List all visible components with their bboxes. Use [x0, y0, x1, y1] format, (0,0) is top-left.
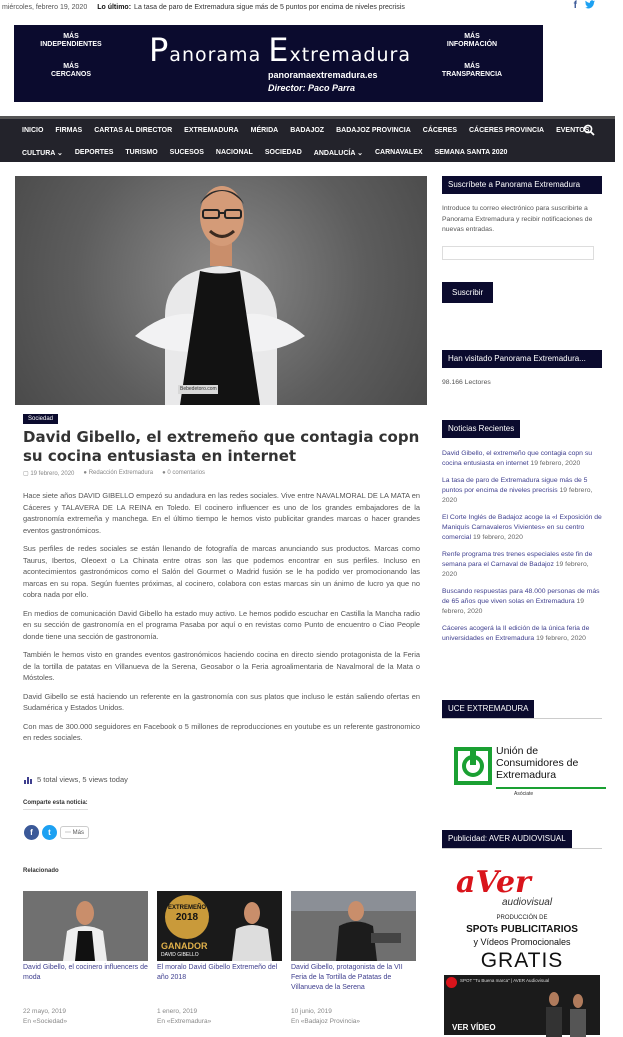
award-seal: EXTREMEÑO 2018 [165, 895, 209, 939]
recent-news-item[interactable]: El Corte Inglés de Badajoz acoge la «I Exposición de Maniquís Carnavaleros Vivientes» en su centro comercial 19 febrero, 2020 [442, 514, 602, 541]
nav-item[interactable]: EXTREMADURA [184, 127, 239, 134]
nav-item[interactable]: CARTAS AL DIRECTOR [94, 127, 173, 134]
bar-chart-icon [24, 776, 34, 784]
post-comments[interactable]: ● 0 comentarios [162, 470, 206, 476]
recent-news-title: Noticias Recientes [442, 420, 520, 438]
ad-video-player[interactable]: SPOT "Tu Buena marca" | AVER Audiovisual VER VÍDEO [444, 975, 600, 1035]
share-heading: Comparte esta noticia: [23, 800, 88, 810]
uce-logo-icon [454, 747, 492, 785]
article-body [23, 490, 420, 751]
uce-join-link[interactable]: Asóciate [514, 791, 534, 797]
nav-item[interactable]: TURISMO [125, 149, 158, 156]
subscribe-widget [442, 176, 602, 303]
nav-item[interactable]: CÁCERES PROVINCIA [469, 127, 545, 134]
visitors-widget-title: Han visitado Panorama Extremadura... [442, 350, 602, 368]
social-links [574, 0, 595, 12]
nav-item[interactable]: SEMANA SANTA 2020 [434, 149, 508, 156]
visitors-widget [442, 350, 602, 389]
nav-item[interactable]: CÁCERES [422, 127, 457, 134]
nav-item[interactable]: DEPORTES [74, 149, 114, 156]
aver-ad-banner[interactable]: aVer audiovisual PRODUCCIÓN DE SPOTs PUBLICITARIOS y Vídeos Promocionales GRATIS SPOT "Tu Buena marca" | AVER Audiovisual VER VÍDEO [442, 867, 602, 1033]
top-bar [0, 0, 623, 14]
nav-row-secondary [22, 149, 507, 157]
recent-news-item[interactable]: Cáceres acogerá la II edición de la única feria de universidades en Extremadura 19 febrero, 2020 [442, 625, 590, 642]
uce-name: Unión de Consumidores de Extremadura [496, 745, 579, 781]
banner-slogan-cercanos: MÁS CERCANOS [50, 63, 92, 78]
main-navigation [0, 116, 615, 162]
article-featured-image[interactable] [15, 176, 427, 405]
more-share-button[interactable]: ⋯ Más [60, 826, 89, 839]
breaking-news-label: Lo último: [97, 3, 132, 11]
article-paragraph: Hace siete años DAVID GIBELLO empezó su andadura en las redes sociales. Vive entre NAVALMORAL DE LA MATA en Cáceres y TALAVERA DE LA REINA en Toledo. El cocinero influencer es uno de los grandes embajadores de la gastronomía extremeña y manchega. En el último tiempo le hemos visto publicitar grandes marcas o hacer grandes eventos gastronómicos. [23, 491, 420, 535]
apron-label: Bebedetoro.com [180, 386, 217, 392]
twitter-share-icon[interactable]: t [42, 825, 57, 840]
uce-banner[interactable] [442, 747, 602, 817]
nav-item[interactable]: MÉRIDA [250, 127, 279, 134]
article-paragraph: David Gibello se está haciendo un referente en la gastronomía con sus platos que incluso le están saliendo ofertas en Sudamérica y Estados Unidos. [23, 691, 420, 712]
nav-item[interactable]: INICIO [22, 127, 44, 134]
share-buttons [24, 825, 89, 840]
related-thumb-1[interactable] [23, 891, 148, 961]
related-post-2[interactable]: EXTREMEÑO 2018 GANADOR DAVID GIBELLO El moralo David Gibello Extremeño del año 2018 1 enero, 2019 En «Extremadura» [157, 891, 282, 1027]
subscribe-button[interactable]: Suscribir [442, 282, 493, 303]
email-field[interactable] [442, 246, 594, 260]
related-heading: Relacionado [23, 868, 59, 874]
recent-news-item[interactable]: La tasa de paro de Extremadura sigue más de 5 puntos por encima de niveles precrisis 19 febrero, 2020 [442, 477, 593, 504]
facebook-icon[interactable]: f [573, 0, 577, 11]
nav-row-primary [22, 127, 589, 134]
nav-item[interactable]: CULTURA ⌄ [22, 150, 63, 157]
related-thumb-2[interactable]: EXTREMEÑO 2018 GANADOR DAVID GIBELLO [157, 891, 282, 961]
recent-news-item[interactable]: Buscando respuestas para 48.000 personas de más de 65 años que viven solas en Extremadura 19 febrero, 2020 [442, 588, 600, 615]
nav-item[interactable]: SUCESOS [169, 149, 204, 156]
ad-widget-title: Publicidad: AVER AUDIOVISUAL [442, 830, 572, 848]
nav-item[interactable]: FIRMAS [55, 127, 83, 134]
twitter-icon[interactable] [585, 0, 595, 12]
aver-logo: aVer [456, 865, 531, 900]
related-posts [23, 891, 416, 1027]
nav-item[interactable]: SOCIEDAD [264, 149, 302, 156]
subscribe-description: Introduce tu correo electrónico para suscribirte a Panorama Extremadura y recibir notificaciones de nuevas entradas. [442, 205, 593, 233]
nav-item[interactable]: BADAJOZ PROVINCIA [336, 127, 411, 134]
nav-item[interactable]: ANDALUCÍA ⌄ [313, 150, 363, 157]
article-paragraph: En medios de comunicación David Gibello ha estado muy activo. Le hemos podido escuchar en Castilla la Mancha radio en su sección de gastronomía en el programa Pasaba por aquí o en revistas como Punto de encuentro o Ciao People donde tiene una sección de gastronomía. [23, 608, 420, 641]
site-logo-title: Panorama Extremadura [149, 31, 411, 69]
recent-news-item[interactable]: Renfe programa tres trenes especiales este fin de semana para el Carnaval de Badajoz 19 febrero, 2020 [442, 551, 593, 578]
nav-item[interactable]: CARNAVALEX [374, 149, 423, 156]
view-counter: 5 total views, 5 views today [24, 775, 128, 784]
category-badge[interactable]: Sociedad [23, 414, 58, 424]
search-icon[interactable] [583, 124, 595, 136]
subscribe-widget-title: Suscríbete a Panorama Extremadura [442, 176, 602, 194]
related-post-1[interactable]: David Gibello, el cocinero influencers de moda 22 mayo, 2019 En «Sociedad» [23, 891, 148, 1027]
uce-widget [442, 700, 602, 817]
site-director: Director: Paco Parra [268, 83, 356, 93]
related-thumb-3[interactable] [291, 891, 416, 961]
share-icon: ⋯ [65, 830, 73, 836]
article-paragraph: Sus perfiles de redes sociales se están llenando de fotografía de marcas anunciando sus productos. Marcas como Taurus, Ibertos, Oleoext o La Chinata entre otras son las que podemos encontrar en sus perfiles. Incluso en acontecimientos gastronómicos como el Salón del Gourmet o Madrid fusión se le ha podido ver promocionando las marcas en su ropa. Según fuentes próximas, al cocinero, colabora con estas marcas sin un ánimo de lucro ya que no cobra nada por ello. [23, 544, 420, 599]
post-author[interactable]: ● Redacción Extremadura [83, 470, 154, 476]
nav-item[interactable]: EVENTOS [556, 127, 590, 134]
facebook-share-icon[interactable]: f [24, 825, 39, 840]
post-date[interactable]: ▢ 19 febrero, 2020 [23, 471, 75, 477]
article-meta [23, 470, 205, 477]
related-post-3[interactable]: David Gibello, protagonista de la VII Feria de la Tortilla de Patatas de Villanueva de la Serena 10 junio, 2019 En «Badajoz Provincia» [291, 891, 416, 1027]
nav-item[interactable]: NACIONAL [215, 149, 253, 156]
site-banner[interactable] [14, 25, 543, 102]
recent-news-widget [442, 420, 602, 651]
channel-avatar [446, 977, 457, 988]
article-title: David Gibello, el extremeño que contagia copn su cocina entusiasta en internet [23, 428, 420, 465]
uce-widget-title: UCE EXTREMADURA [442, 700, 534, 718]
banner-slogan-informacion: MÁS INFORMACIÓN [446, 33, 498, 48]
current-date: miércoles, febrero 19, 2020 [2, 3, 88, 11]
article-paragraph: También le hemos visto en grandes eventos gastronómicos haciendo cocina en directo siendo protagonista de la Feria de la tortilla de patatas en Villanueva de la Serena, Geosabor o la Feria agroalimentaria de Navalmoral de la Mata o Móstoles. [23, 650, 420, 682]
banner-slogan-transparencia: MÁS TRANSPARENCIA [441, 63, 503, 78]
breaking-news-link[interactable]: La tasa de paro de Extremadura sigue más de 5 puntos por encima de niveles precrisis [134, 3, 405, 11]
ad-widget [442, 830, 602, 1033]
recent-news-item[interactable]: David Gibello, el extremeño que contagia copn su cocina entusiasta en internet 19 febrero, 2020 [442, 450, 592, 467]
recent-news-list [442, 449, 602, 644]
user-icon: ● [83, 470, 89, 476]
banner-slogan-independientes: MÁS INDEPENDIENTES [40, 33, 102, 48]
article-paragraph: Con mas de 300.000 seguidores en Facebook o 5 millones de reproducciones en youtube es un referente gastronomico en redes sociales. [23, 721, 420, 742]
nav-item[interactable]: BADAJOZ [290, 127, 325, 134]
calendar-icon: ▢ [23, 471, 31, 477]
site-url: panoramaextremadura.es [268, 70, 378, 80]
comment-icon: ● [162, 470, 168, 476]
visitor-count: 98.166 Lectores [442, 379, 491, 386]
chef-portrait-image [15, 176, 427, 405]
